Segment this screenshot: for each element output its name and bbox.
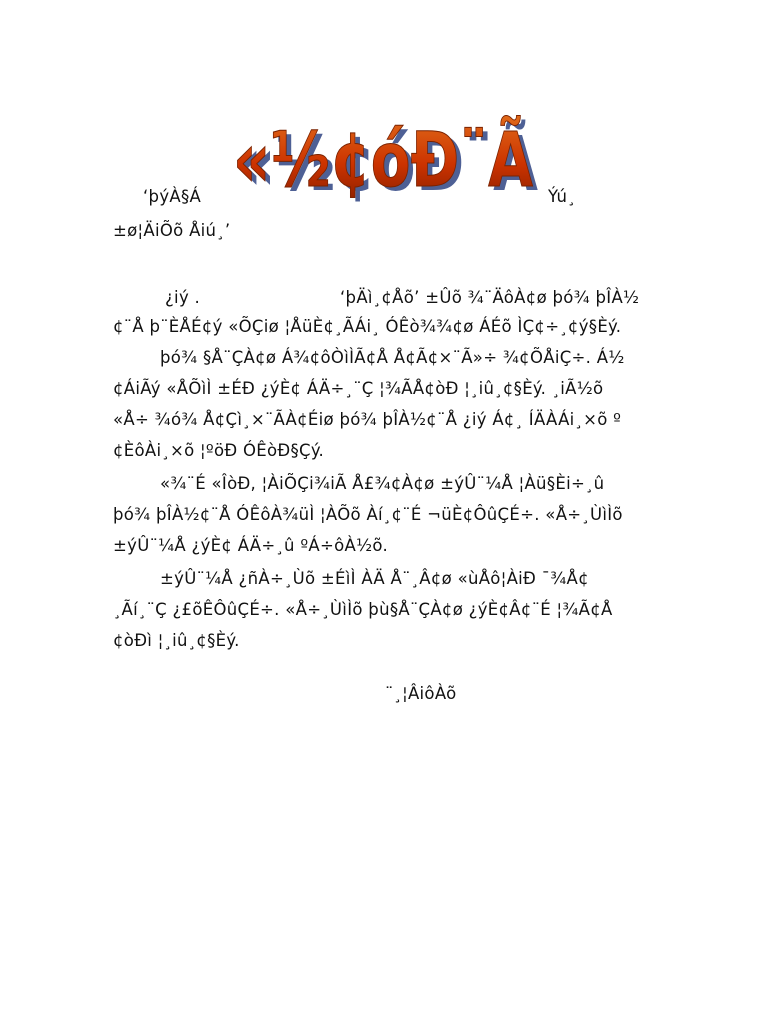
wordart-shadow-text: «½¢óÐ¨Ã bbox=[238, 119, 539, 202]
paragraph-4-line-2: ¸Ãí¸¨Ç ¿£õÊÔûÇÉ÷. «Å÷¸ÙìÌõ þù§Å¨ÇÀ¢ø ¿ýÈ¢Â¢¨É ¦¾Ã¢Å bbox=[113, 600, 613, 619]
salutation-line-2: ±ø¦ÄiÕõ Åiú¸’ bbox=[113, 221, 231, 240]
paragraph-2-line-4: ¢ÈôÀi¸×õ ¦ºöÐ ÓÊòÐ§Çý. bbox=[113, 441, 325, 460]
salutation-right: Ýú¸ bbox=[548, 187, 576, 206]
wordart-main-text: «½¢óÐ¨Ã bbox=[233, 115, 534, 202]
paragraph-3-line-1: «¾¨É «ÎòÐ, ¦ÀiÕÇi¾iÃ Å£¾¢À¢ø ±ýÛ¨¼Å ¦Àü§Èi÷¸û bbox=[160, 474, 605, 493]
paragraph-4-line-1: ±ýÛ¨¼Å ¿ñÀ÷¸Ùõ ±ÉìÌ ÀÄ Å¨¸Â¢ø «ùÅô¦ÀiÐ ¯¾Å¢ bbox=[160, 569, 589, 588]
paragraph-2-line-2: ¢ÁiÃý «ÅÕìÌ ±ÉÐ ¿ýÈ¢ ÁÄ÷¸¨Ç ¦¾ÃÅ¢òÐ ¦¸iû¸¢§Èý. ¸iÃ½õ bbox=[113, 379, 604, 398]
wordart-title-graphic bbox=[228, 112, 544, 202]
paragraph-1-lead: ¿iý . bbox=[165, 288, 201, 307]
salutation-left: ‘þýÀ§Á bbox=[143, 187, 202, 206]
paragraph-4-line-3: ¢òÐì ¦¸iû¸¢§Èý. bbox=[113, 631, 240, 650]
paragraph-2-line-1: þó¾ §Å¨ÇÀ¢ø Á¾¢ôÒìÌÃ¢Å Å¢Ã¢×¨Ã»÷ ¾¢ÕÅiÇ÷. Á½ bbox=[160, 348, 625, 367]
signature: ¨¸¦ÂiôÀõ bbox=[385, 684, 457, 703]
paragraph-2-line-3: «Å÷ ¾ó¾ Å¢Çì¸×¨ÃÀ¢Éiø þó¾ þÎÀ½¢¨Å ¿iý Á¢¸ ÍÄÀÁi¸×õ º bbox=[113, 410, 622, 429]
paragraph-3-line-2: þó¾ þÎÀ½¢¨Å ÓÊôÀ¾üÌ ¦ÀÕõ Àí¸¢¨É ¬üÈ¢ÔûÇÉ÷. «Å÷¸ÙìÌõ bbox=[113, 505, 623, 524]
paragraph-1-line-2: ¢¨Å þ¨ÈÅÉ¢ý «ÕÇiø ¦ÅüÈ¢¸ÃÁi¸ ÓÊò¾¾¢ø ÁÉõ ÌÇ¢÷¸¢ý§Èý. bbox=[113, 317, 622, 336]
paragraph-3-line-3: ±ýÛ¨¼Å ¿ýÈ¢ ÁÄ÷¸û ºÁ÷ôÀ½õ. bbox=[113, 536, 389, 555]
paragraph-1-line-1: ‘þÄì¸¢Åõ’ ±Ûõ ¾¨ÄôÀ¢ø þó¾ þÎÀ½ bbox=[340, 288, 640, 307]
wordart-title bbox=[228, 112, 544, 202]
